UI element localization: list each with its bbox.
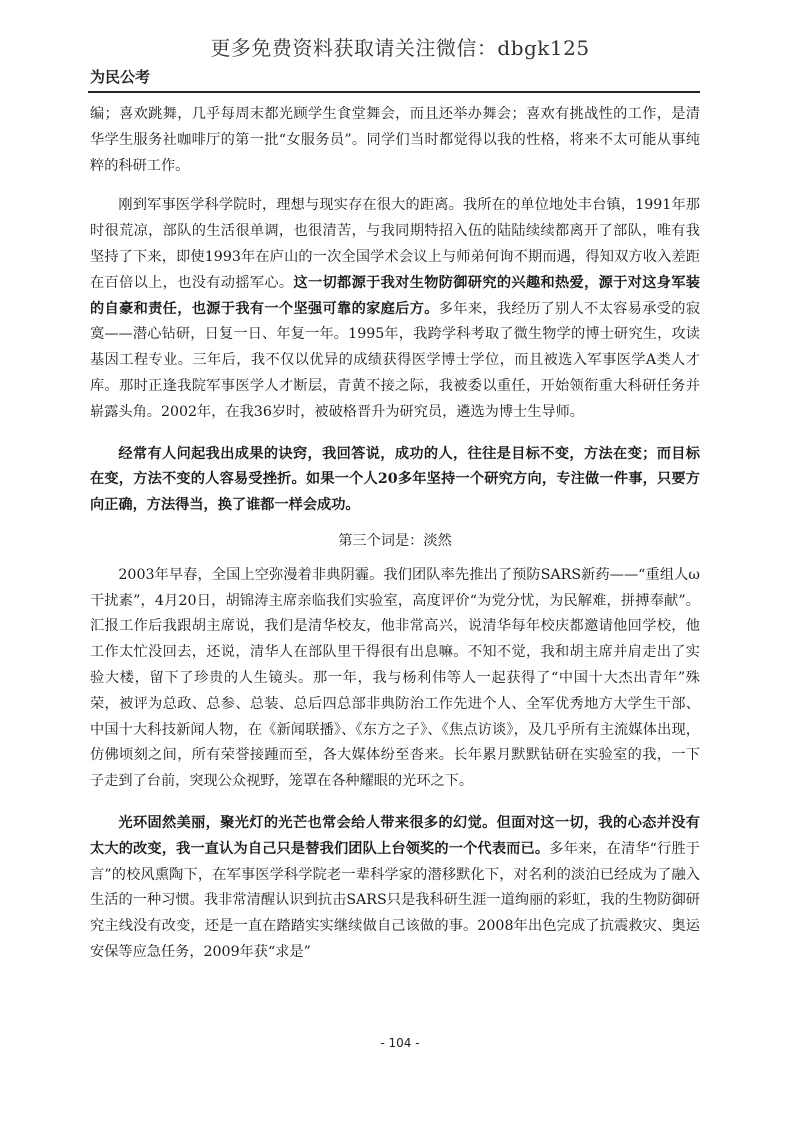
watermark-text: 更多免费资料获取请关注微信：dbgk125 bbox=[210, 36, 590, 60]
paragraph-2-text-a: 刚到军事医学科学院时，理想与现实存在很大的距离。我所在的单位地处丰台镇，1991年那时很荒凉，部队的生活很单调，也很清苦，与我同期特招入伍的陆陆续续都离开了部队，唯有我坚持了下来，即使1993年在庐山的一次全国学术会议上与师弟何询不期而遇，得知双方收入差距在百倍以上，也没有动摇军心。 bbox=[90, 197, 700, 291]
paragraph-5 bbox=[90, 811, 700, 966]
paragraph-3: 经常有人问起我出成果的诀窍，我回答说，成功的人，往往是目标不变，方法在变；而目标在变，方法不变的人容易受挫折。如果一个人20多年坚持一个研究方向，专注做一件事，只要方向正确，方法得当，换了谁都一样会成功。 bbox=[90, 445, 700, 514]
section-heading: 第三个词是：淡然 bbox=[338, 532, 452, 549]
paragraph-5-bold: 光环固然美丽，聚光灯的光芒也常会给人带来很多的幻觉。但面对这一切，我的心态并没有太大的改变，我一直认为自己只是替我们团队上台领奖的一个代表而已。 bbox=[90, 814, 700, 857]
header-title: 为民公考 bbox=[90, 68, 151, 86]
paragraph-2 bbox=[90, 193, 700, 425]
paragraph-2-bold: 这一切都源于我对生物防御研究的兴趣和热爱，源于对这身军装的自豪和责任，也源于我有一个坚强可靠的家庭后方。 bbox=[90, 274, 700, 317]
paragraph-2-text-c: 多年来，我经历了别人不太容易承受的寂寞——潜心钻研，日复一日、年复一年。1995年，我跨学科考取了微生物学的博士研究生，攻读基因工程专业。三年后，我不仅以优异的成绩获得医学博士学位，而且被选入军事医学A类人才库。那时正逢我院军事医学人才断层，青黄不接之际，我被委以重任，开始领衔重大科研任务并崭露头角。2002年，在我36岁时，被破格晋升为研究员，遴选为博士生导师。 bbox=[90, 300, 700, 420]
paragraph-1: 编；喜欢跳舞，几乎每周末都光顾学生食堂舞会，而且还举办舞会；喜欢有挑战性的工作，是清华学生服务社咖啡厅的第一批“女服务员”。同学们当时都觉得以我的性格，将来不太可能从事纯粹的科研工作。 bbox=[90, 106, 700, 174]
header-rule bbox=[88, 91, 700, 93]
paragraph-5-text-b: 多年来，在清华“行胜于言”的校风熏陶下，在军事医学科学院老一辈科学家的潜移默化下，对名利的淡泊已经成为了融入生活的一种习惯。我非常清醒认识到抗击SARS只是我科研生涯一道绚丽的彩虹，我的生物防御研究主线没有改变，还是一直在踏踏实实继续做自己该做的事。2008年出色完成了抗震救灾、奥运安保等应急任务，2009年获“求是” bbox=[90, 840, 700, 960]
page-number: - 104 - bbox=[380, 1036, 420, 1050]
paragraph-4: 2003年早春，全国上空弥漫着非典阴霾。我们团队率先推出了预防SARS新药——“重组人ω干扰素”，4月20日，胡锦涛主席亲临我们实验室，高度评价“为党分忧，为民解难，拼搏奉献”。汇报工作后我跟胡主席说，我们是清华校友，他非常高兴，说清华每年校庆都邀请他回学校，他工作太忙没回去，还说，清华人在部队里干得很有出息嘛。不知不觉，我和胡主席并肩走出了实验大楼，留下了珍贵的人生镜头。那一年，我与杨利伟等人一起获得了“中国十大杰出青年”殊荣，被评为总政、总参、总装、总后四总部非典防治工作先进个人、全军优秀地方大学生干部、中国十大科技新闻人物，在《新闻联播》、《东方之子》、《焦点访谈》，及几乎所有主流媒体出现，仿佛顷刻之间，所有荣誉接踵而至，各大媒体纷至沓来。长年累月默默钻研在实验室的我，一下子走到了台前，突现公众视野，笼罩在各种耀眼的光环之下。 bbox=[90, 566, 700, 790]
body-text bbox=[90, 102, 700, 966]
